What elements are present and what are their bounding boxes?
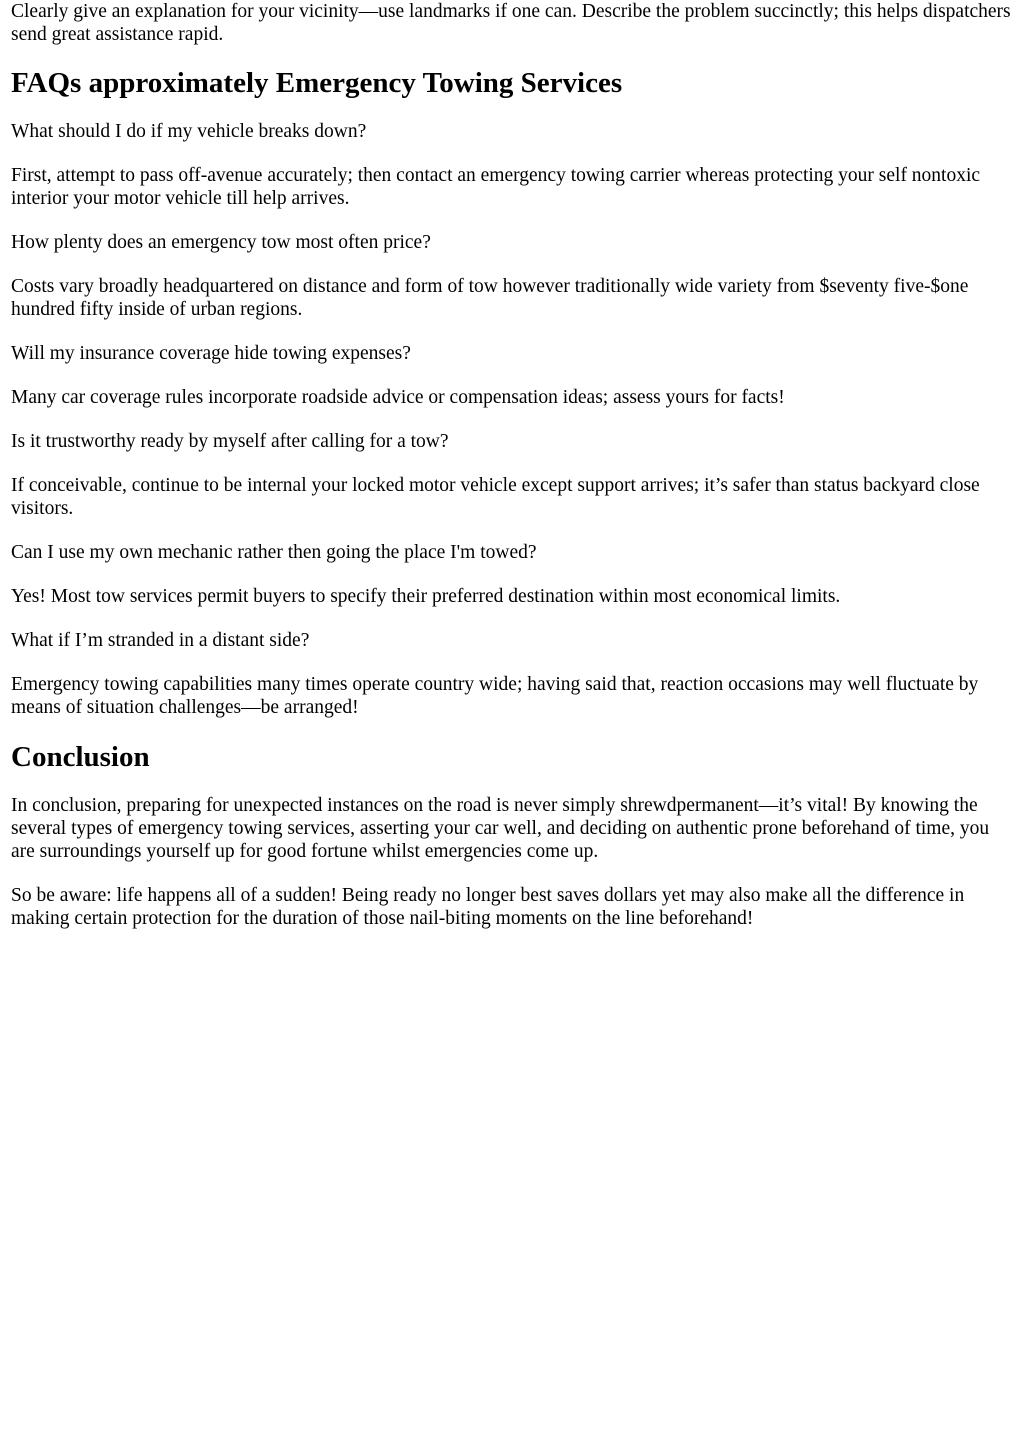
faq-answer: If conceivable, continue to be internal your locked motor vehicle except support arrives; it’s safer than status backyard close visitors. xyxy=(11,475,980,519)
conclusion-paragraph: In conclusion, preparing for unexpected instances on the road is never simply shrewdpermanent—it’s vital! By knowing the several types of emergency towing services, asserting your car well, and deciding on authentic prone beforehand of time, you are surroundings yourself up for good fortune whilst emergencies come up. xyxy=(11,795,990,862)
conclusion-paragraph: So be aware: life happens all of a sudden! Being ready no longer best saves dollars yet may also make all the difference in making certain protection for the duration of those nail-biting moments on the line beforehand! xyxy=(11,885,965,929)
faq-heading: FAQs approximately Emergency Towing Services xyxy=(11,67,623,99)
faq-list xyxy=(11,120,1012,719)
faq-item xyxy=(11,629,1012,719)
faq-item xyxy=(11,541,1012,608)
faq-item xyxy=(11,120,1012,210)
faq-item xyxy=(11,342,1012,409)
faq-answer: Costs vary broadly headquartered on distance and form of tow however traditionally wide variety from $seventy five-$one hundred fifty inside of urban regions. xyxy=(11,276,969,320)
faq-answer: Many car coverage rules incorporate roadside advice or compensation ideas; assess yours for facts! xyxy=(11,387,785,408)
faq-question: How plenty does an emergency tow most often price? xyxy=(11,232,431,253)
conclusion-heading: Conclusion xyxy=(11,741,150,773)
faq-question: What should I do if my vehicle breaks down? xyxy=(11,121,367,142)
faq-item xyxy=(11,231,1012,321)
faq-question: What if I’m stranded in a distant side? xyxy=(11,630,310,651)
faq-item xyxy=(11,430,1012,520)
intro-paragraph: Clearly give an explanation for your vicinity—use landmarks if one can. Describe the problem succinctly; this helps dispatchers send great assistance rapid. xyxy=(11,1,1011,45)
faq-answer: First, attempt to pass off-avenue accurately; then contact an emergency towing carrier whereas protecting your self nontoxic interior your motor vehicle till help arrives. xyxy=(11,165,981,209)
faq-answer: Yes! Most tow services permit buyers to specify their preferred destination within most economical limits. xyxy=(11,586,841,607)
faq-question: Can I use my own mechanic rather then going the place I'm towed? xyxy=(11,542,537,563)
faq-question: Is it trustworthy ready by myself after calling for a tow? xyxy=(11,431,449,452)
faq-answer: Emergency towing capabilities many times operate country wide; having said that, reaction occasions may well fluctuate by means of situation challenges—be arranged! xyxy=(11,674,979,718)
faq-question: Will my insurance coverage hide towing expenses? xyxy=(11,343,411,364)
